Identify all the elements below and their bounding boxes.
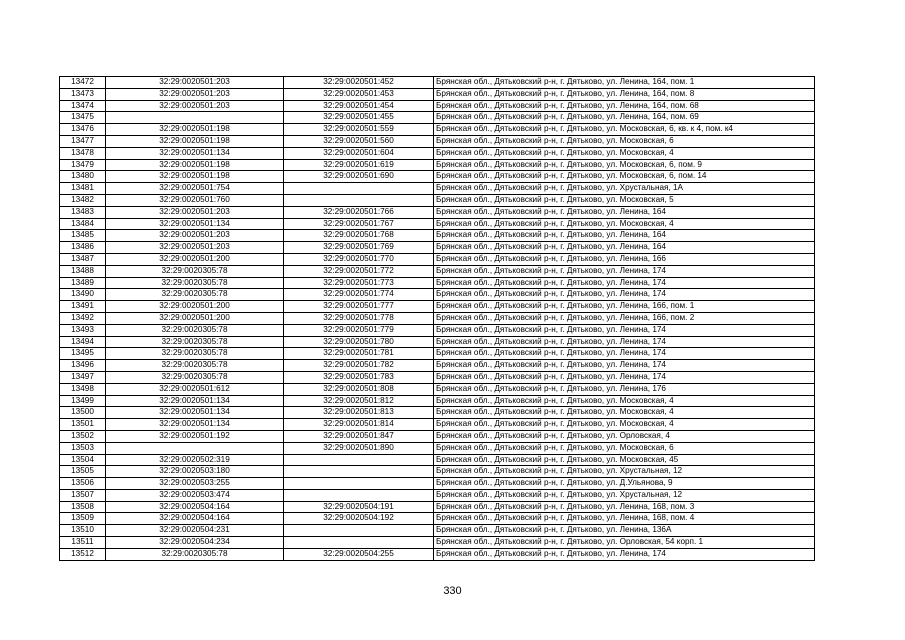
cell-parent-cadastral-number: 32:29:0020501:134 (106, 407, 284, 419)
table-row (60, 466, 815, 478)
cell-address: Брянская обл., Дятьковский р-н, г. Дятьково, ул. Ленина, 166, пом. 2 (434, 312, 815, 324)
cell-address: Брянская обл., Дятьковский р-н, г. Дятьково, ул. Московская, 4 (434, 419, 815, 431)
cell-address: Брянская обл., Дятьковский р-н, г. Дятьково, ул. Московская, 6, пом. 14 (434, 171, 815, 183)
cell-cadastral-number: 32:29:0020501:766 (284, 206, 434, 218)
cell-address: Брянская обл., Дятьковский р-н, г. Дятьково, ул. Ленина, 174 (434, 277, 815, 289)
cell-row-number: 13492 (60, 312, 106, 324)
cell-cadastral-number: 32:29:0020501:454 (284, 100, 434, 112)
cell-address: Брянская обл., Дятьковский р-н, г. Дятьково, ул. Московская, 6, кв. к 4, пом. к4 (434, 124, 815, 136)
cell-parent-cadastral-number: 32:29:0020305:78 (106, 548, 284, 560)
cell-parent-cadastral-number: 32:29:0020501:203 (106, 77, 284, 89)
cell-parent-cadastral-number: 32:29:0020503:474 (106, 489, 284, 501)
table-row (60, 301, 815, 313)
table-row (60, 183, 815, 195)
table-row (60, 324, 815, 336)
cell-parent-cadastral-number: 32:29:0020305:78 (106, 371, 284, 383)
cell-cadastral-number: 32:29:0020501:778 (284, 312, 434, 324)
cell-cadastral-number (284, 454, 434, 466)
cell-row-number: 13483 (60, 206, 106, 218)
cell-address: Брянская обл., Дятьковский р-н, г. Дятьково, ул. Московская, 5 (434, 194, 815, 206)
cell-parent-cadastral-number: 32:29:0020501:198 (106, 159, 284, 171)
cell-row-number: 13479 (60, 159, 106, 171)
table-row (60, 548, 815, 560)
table-row (60, 419, 815, 431)
cell-cadastral-number: 32:29:0020501:560 (284, 135, 434, 147)
cell-parent-cadastral-number: 32:29:0020501:198 (106, 124, 284, 136)
cell-row-number: 13475 (60, 112, 106, 124)
cell-row-number: 13510 (60, 525, 106, 537)
cell-cadastral-number: 32:29:0020504:191 (284, 501, 434, 513)
cell-address: Брянская обл., Дятьковский р-н, г. Дятьково, ул. Ленина, 174 (434, 289, 815, 301)
table-row (60, 395, 815, 407)
cell-address: Брянская обл., Дятьковский р-н, г. Дятьково, ул. Ленина, 174 (434, 348, 815, 360)
table-row (60, 513, 815, 525)
table-row (60, 371, 815, 383)
cell-cadastral-number: 32:29:0020501:813 (284, 407, 434, 419)
cell-address: Брянская обл., Дятьковский р-н, г. Дятьково, ул. Ленина, 174 (434, 265, 815, 277)
cell-address: Брянская обл., Дятьковский р-н, г. Дятьково, ул. Д.Ульянова, 9 (434, 478, 815, 490)
cell-parent-cadastral-number: 32:29:0020501:198 (106, 135, 284, 147)
table-row (60, 242, 815, 254)
cell-parent-cadastral-number: 32:29:0020305:78 (106, 289, 284, 301)
cell-cadastral-number: 32:29:0020504:192 (284, 513, 434, 525)
cell-row-number: 13503 (60, 442, 106, 454)
cell-parent-cadastral-number: 32:29:0020504:164 (106, 501, 284, 513)
cell-address: Брянская обл., Дятьковский р-н, г. Дятьково, ул. Ленина, 176 (434, 383, 815, 395)
table-row (60, 430, 815, 442)
cell-parent-cadastral-number: 32:29:0020504:234 (106, 537, 284, 549)
cell-row-number: 13482 (60, 194, 106, 206)
table-row (60, 537, 815, 549)
cell-cadastral-number (284, 489, 434, 501)
cell-parent-cadastral-number: 32:29:0020501:192 (106, 430, 284, 442)
cell-parent-cadastral-number (106, 442, 284, 454)
table-row (60, 253, 815, 265)
cell-row-number: 13491 (60, 301, 106, 313)
cell-cadastral-number: 32:29:0020501:812 (284, 395, 434, 407)
cell-row-number: 13474 (60, 100, 106, 112)
cell-address: Брянская обл., Дятьковский р-н, г. Дятьково, ул. Московская, 4 (434, 218, 815, 230)
table-row (60, 218, 815, 230)
cell-parent-cadastral-number: 32:29:0020305:78 (106, 324, 284, 336)
cell-address: Брянская обл., Дятьковский р-н, г. Дятьково, ул. Московская, 6 (434, 442, 815, 454)
cell-cadastral-number: 32:29:0020501:773 (284, 277, 434, 289)
cell-row-number: 13504 (60, 454, 106, 466)
cell-address: Брянская обл., Дятьковский р-н, г. Дятьково, ул. Хрустальная, 12 (434, 466, 815, 478)
cell-address: Брянская обл., Дятьковский р-н, г. Дятьково, ул. Ленина, 164, пом. 8 (434, 88, 815, 100)
cell-parent-cadastral-number: 32:29:0020501:200 (106, 312, 284, 324)
cell-row-number: 13477 (60, 135, 106, 147)
cell-row-number: 13507 (60, 489, 106, 501)
cell-row-number: 13501 (60, 419, 106, 431)
cell-cadastral-number: 32:29:0020501:890 (284, 442, 434, 454)
cell-cadastral-number: 32:29:0020501:847 (284, 430, 434, 442)
cell-row-number: 13493 (60, 324, 106, 336)
table-row (60, 230, 815, 242)
cell-address: Брянская обл., Дятьковский р-н, г. Дятьково, ул. Ленина, 174 (434, 371, 815, 383)
cell-parent-cadastral-number: 32:29:0020504:164 (106, 513, 284, 525)
cell-row-number: 13499 (60, 395, 106, 407)
cell-cadastral-number (284, 537, 434, 549)
cell-address: Брянская обл., Дятьковский р-н, г. Дятьково, ул. Ленина, 174 (434, 336, 815, 348)
table-row (60, 525, 815, 537)
table-row (60, 124, 815, 136)
cell-row-number: 13473 (60, 88, 106, 100)
cell-parent-cadastral-number: 32:29:0020501:200 (106, 301, 284, 313)
cell-row-number: 13489 (60, 277, 106, 289)
table-row (60, 194, 815, 206)
cell-address: Брянская обл., Дятьковский р-н, г. Дятьково, ул. Хрустальная, 12 (434, 489, 815, 501)
cell-parent-cadastral-number: 32:29:0020501:754 (106, 183, 284, 195)
table-body (60, 77, 815, 561)
cell-address: Брянская обл., Дятьковский р-н, г. Дятьково, ул. Ленина, 174 (434, 324, 815, 336)
cell-parent-cadastral-number: 32:29:0020305:78 (106, 360, 284, 372)
cell-address: Брянская обл., Дятьковский р-н, г. Дятьково, ул. Ленина, 166 (434, 253, 815, 265)
cell-parent-cadastral-number: 32:29:0020501:203 (106, 88, 284, 100)
cell-address: Брянская обл., Дятьковский р-н, г. Дятьково, ул. Орловская, 54 корп. 1 (434, 537, 815, 549)
table-row (60, 147, 815, 159)
cell-address: Брянская обл., Дятьковский р-н, г. Дятьково, ул. Ленина, 174 (434, 360, 815, 372)
cell-address: Брянская обл., Дятьковский р-н, г. Дятьково, ул. Ленина, 164, пом. 68 (434, 100, 815, 112)
cell-address: Брянская обл., Дятьковский р-н, г. Дятьково, ул. Ленина, 164 (434, 206, 815, 218)
table-row (60, 383, 815, 395)
cell-address: Брянская обл., Дятьковский р-н, г. Дятьково, ул. Ленина, 174 (434, 548, 815, 560)
cell-parent-cadastral-number (106, 112, 284, 124)
cell-address: Брянская обл., Дятьковский р-н, г. Дятьково, ул. Ленина, 136А (434, 525, 815, 537)
cell-parent-cadastral-number: 32:29:0020305:78 (106, 348, 284, 360)
cell-cadastral-number: 32:29:0020501:777 (284, 301, 434, 313)
cell-cadastral-number: 32:29:0020501:808 (284, 383, 434, 395)
table-row (60, 135, 815, 147)
cell-address: Брянская обл., Дятьковский р-н, г. Дятьково, ул. Московская, 4 (434, 395, 815, 407)
table-row (60, 77, 815, 89)
cell-parent-cadastral-number: 32:29:0020502:319 (106, 454, 284, 466)
cell-parent-cadastral-number: 32:29:0020305:78 (106, 265, 284, 277)
cell-address: Брянская обл., Дятьковский р-н, г. Дятьково, ул. Ленина, 164, пом. 1 (434, 77, 815, 89)
table-row (60, 478, 815, 490)
table-row (60, 336, 815, 348)
cell-row-number: 13511 (60, 537, 106, 549)
cell-row-number: 13486 (60, 242, 106, 254)
cell-cadastral-number (284, 183, 434, 195)
cell-address: Брянская обл., Дятьковский р-н, г. Дятьково, ул. Ленина, 164 (434, 242, 815, 254)
table-row (60, 159, 815, 171)
cell-row-number: 13506 (60, 478, 106, 490)
cell-parent-cadastral-number: 32:29:0020504:231 (106, 525, 284, 537)
table-row (60, 265, 815, 277)
cell-cadastral-number: 32:29:0020501:780 (284, 336, 434, 348)
cell-parent-cadastral-number: 32:29:0020501:134 (106, 419, 284, 431)
cell-row-number: 13509 (60, 513, 106, 525)
cell-parent-cadastral-number: 32:29:0020501:200 (106, 253, 284, 265)
cell-cadastral-number: 32:29:0020501:453 (284, 88, 434, 100)
cell-cadastral-number: 32:29:0020501:455 (284, 112, 434, 124)
cell-address: Брянская обл., Дятьковский р-н, г. Дятьково, ул. Московская, 6 (434, 135, 815, 147)
cell-cadastral-number: 32:29:0020501:782 (284, 360, 434, 372)
cell-cadastral-number: 32:29:0020501:769 (284, 242, 434, 254)
cell-parent-cadastral-number: 32:29:0020501:134 (106, 395, 284, 407)
table-row (60, 171, 815, 183)
cell-row-number: 13495 (60, 348, 106, 360)
cell-parent-cadastral-number: 32:29:0020305:78 (106, 336, 284, 348)
cell-row-number: 13500 (60, 407, 106, 419)
cell-address: Брянская обл., Дятьковский р-н, г. Дятьково, ул. Ленина, 168, пом. 4 (434, 513, 815, 525)
cell-row-number: 13488 (60, 265, 106, 277)
cell-row-number: 13496 (60, 360, 106, 372)
cell-row-number: 13485 (60, 230, 106, 242)
cell-parent-cadastral-number: 32:29:0020501:203 (106, 206, 284, 218)
table-row (60, 407, 815, 419)
table-row (60, 312, 815, 324)
cell-parent-cadastral-number: 32:29:0020501:612 (106, 383, 284, 395)
cell-cadastral-number: 32:29:0020501:452 (284, 77, 434, 89)
cell-address: Брянская обл., Дятьковский р-н, г. Дятьково, ул. Ленина, 166, пом. 1 (434, 301, 815, 313)
cell-row-number: 13512 (60, 548, 106, 560)
cell-cadastral-number: 32:29:0020501:779 (284, 324, 434, 336)
cell-parent-cadastral-number: 32:29:0020503:255 (106, 478, 284, 490)
cell-row-number: 13490 (60, 289, 106, 301)
cell-cadastral-number (284, 466, 434, 478)
cell-row-number: 13497 (60, 371, 106, 383)
cell-cadastral-number: 32:29:0020501:781 (284, 348, 434, 360)
cadastral-register-table (59, 76, 815, 561)
cell-parent-cadastral-number: 32:29:0020503:180 (106, 466, 284, 478)
cell-parent-cadastral-number: 32:29:0020501:198 (106, 171, 284, 183)
cell-row-number: 13484 (60, 218, 106, 230)
cell-parent-cadastral-number: 32:29:0020501:134 (106, 218, 284, 230)
cell-row-number: 13472 (60, 77, 106, 89)
table-row (60, 501, 815, 513)
cell-address: Брянская обл., Дятьковский р-н, г. Дятьково, ул. Московская, 4 (434, 147, 815, 159)
cell-cadastral-number: 32:29:0020501:690 (284, 171, 434, 183)
cell-cadastral-number: 32:29:0020501:783 (284, 371, 434, 383)
cell-cadastral-number: 32:29:0020501:768 (284, 230, 434, 242)
cell-parent-cadastral-number: 32:29:0020501:760 (106, 194, 284, 206)
cell-parent-cadastral-number: 32:29:0020501:203 (106, 230, 284, 242)
cell-parent-cadastral-number: 32:29:0020501:134 (106, 147, 284, 159)
cell-row-number: 13487 (60, 253, 106, 265)
table-row (60, 112, 815, 124)
table-row (60, 289, 815, 301)
cell-cadastral-number: 32:29:0020501:619 (284, 159, 434, 171)
cell-address: Брянская обл., Дятьковский р-н, г. Дятьково, ул. Московская, 6, пом. 9 (434, 159, 815, 171)
cell-address: Брянская обл., Дятьковский р-н, г. Дятьково, ул. Московская, 4 (434, 407, 815, 419)
cell-row-number: 13505 (60, 466, 106, 478)
cell-address: Брянская обл., Дятьковский р-н, г. Дятьково, ул. Орловская, 4 (434, 430, 815, 442)
cell-row-number: 13478 (60, 147, 106, 159)
cell-row-number: 13508 (60, 501, 106, 513)
cell-address: Брянская обл., Дятьковский р-н, г. Дятьково, ул. Ленина, 164, пом. 69 (434, 112, 815, 124)
cell-cadastral-number: 32:29:0020501:814 (284, 419, 434, 431)
cell-cadastral-number: 32:29:0020501:770 (284, 253, 434, 265)
cell-cadastral-number: 32:29:0020501:772 (284, 265, 434, 277)
cell-address: Брянская обл., Дятьковский р-н, г. Дятьково, ул. Ленина, 164 (434, 230, 815, 242)
table-row (60, 442, 815, 454)
cell-cadastral-number: 32:29:0020501:767 (284, 218, 434, 230)
table-row (60, 348, 815, 360)
cell-row-number: 13498 (60, 383, 106, 395)
table-row (60, 100, 815, 112)
cell-cadastral-number (284, 194, 434, 206)
cell-address: Брянская обл., Дятьковский р-н, г. Дятьково, ул. Ленина, 168, пом. 3 (434, 501, 815, 513)
cell-parent-cadastral-number: 32:29:0020305:78 (106, 277, 284, 289)
page-number: 330 (443, 585, 462, 597)
cell-cadastral-number (284, 525, 434, 537)
cell-cadastral-number: 32:29:0020501:559 (284, 124, 434, 136)
table-row (60, 489, 815, 501)
cell-parent-cadastral-number: 32:29:0020501:203 (106, 242, 284, 254)
cell-address: Брянская обл., Дятьковский р-н, г. Дятьково, ул. Московская, 45 (434, 454, 815, 466)
cell-row-number: 13481 (60, 183, 106, 195)
cell-row-number: 13480 (60, 171, 106, 183)
cell-row-number: 13494 (60, 336, 106, 348)
table-row (60, 206, 815, 218)
cell-cadastral-number: 32:29:0020504:255 (284, 548, 434, 560)
cell-row-number: 13502 (60, 430, 106, 442)
table-row (60, 360, 815, 372)
table-row (60, 277, 815, 289)
cell-cadastral-number: 32:29:0020501:774 (284, 289, 434, 301)
table-row (60, 88, 815, 100)
table-row (60, 454, 815, 466)
cell-row-number: 13476 (60, 124, 106, 136)
cell-address: Брянская обл., Дятьковский р-н, г. Дятьково, ул. Хрустальная, 1А (434, 183, 815, 195)
cell-parent-cadastral-number: 32:29:0020501:203 (106, 100, 284, 112)
cell-cadastral-number: 32:29:0020501:604 (284, 147, 434, 159)
cell-cadastral-number (284, 478, 434, 490)
